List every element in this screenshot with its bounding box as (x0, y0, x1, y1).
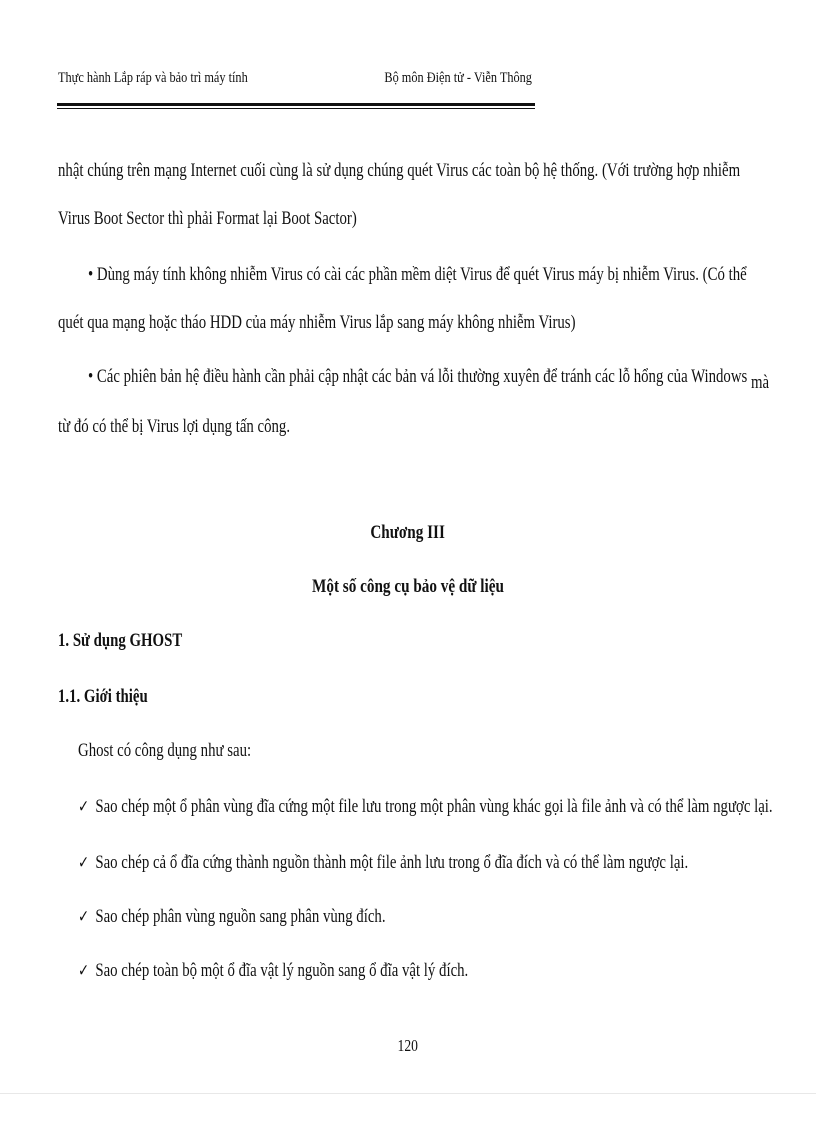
check-icon: ✓ (78, 961, 90, 981)
page-bottom-edge (0, 1093, 816, 1094)
paragraph-line: Virus Boot Sector thì phải Format lại Boot Sactor) (58, 208, 357, 229)
paragraph-line: từ đó có thể bị Virus lợi dụng tấn công. (58, 416, 291, 437)
page-number: 120 (397, 1036, 419, 1055)
section-heading: 1. Sử dụng GHOST (58, 630, 183, 651)
paragraph-line: nhật chúng trên mạng Internet cuối cùng là sử dụng chúng quét Virus các toàn bộ hệ thống. (Với trường hợp nhiễm (58, 160, 741, 181)
check-icon: ✓ (78, 797, 90, 817)
list-item (78, 960, 468, 982)
list-item-text: Sao chép toàn bộ một ổ đĩa vật lý nguồn sang ổ đĩa vật lý đích. (95, 960, 469, 981)
paragraph-line: quét qua mạng hoặc tháo HDD của máy nhiễm Virus lắp sang máy không nhiễm Virus) (58, 312, 576, 333)
list-item (78, 906, 386, 928)
check-icon: ✓ (78, 907, 90, 927)
list-item-text: Sao chép phân vùng nguồn sang phân vùng đích. (95, 906, 386, 927)
header-department: Bộ môn Điện tử - Viễn Thông (384, 70, 532, 86)
bullet-icon: • (88, 264, 94, 285)
list-item-text: Sao chép một ổ phân vùng đĩa cứng một file lưu trong một phân vùng khác gọi là file ảnh và có thể làm ngược lại. (95, 796, 773, 817)
list-item (78, 852, 688, 874)
list-item-text: Sao chép cả ổ đĩa cứng thành nguồn thành một file ảnh lưu trong ổ đĩa đích và có thể làm ngược lại. (95, 852, 689, 873)
chapter-title: Một số công cụ bảo vệ dữ liệu (312, 576, 504, 597)
header-course-title: Thực hành Lắp ráp và bảo trì máy tính (58, 70, 248, 86)
bullet-line (88, 366, 770, 393)
header-rule (57, 103, 535, 109)
chapter-number: Chương III (370, 522, 446, 543)
bullet-text: Các phiên bản hệ điều hành cần phải cập nhật các bản vá lỗi thường xuyên để tránh các lỗ hổng của Windows (96, 366, 748, 387)
intro-text: Ghost có công dụng như sau: (78, 740, 252, 761)
list-item (78, 796, 773, 818)
bullet-icon: • (88, 366, 94, 387)
bullet-line (88, 264, 747, 286)
check-icon: ✓ (78, 853, 90, 873)
bullet-text: Dùng máy tính không nhiễm Virus có cài các phần mềm diệt Virus để quét Virus máy bị nhiễm Virus. (Có thể (96, 264, 747, 285)
bullet-text-tail: mà (751, 372, 770, 393)
subsection-heading: 1.1. Giới thiệu (58, 686, 148, 707)
